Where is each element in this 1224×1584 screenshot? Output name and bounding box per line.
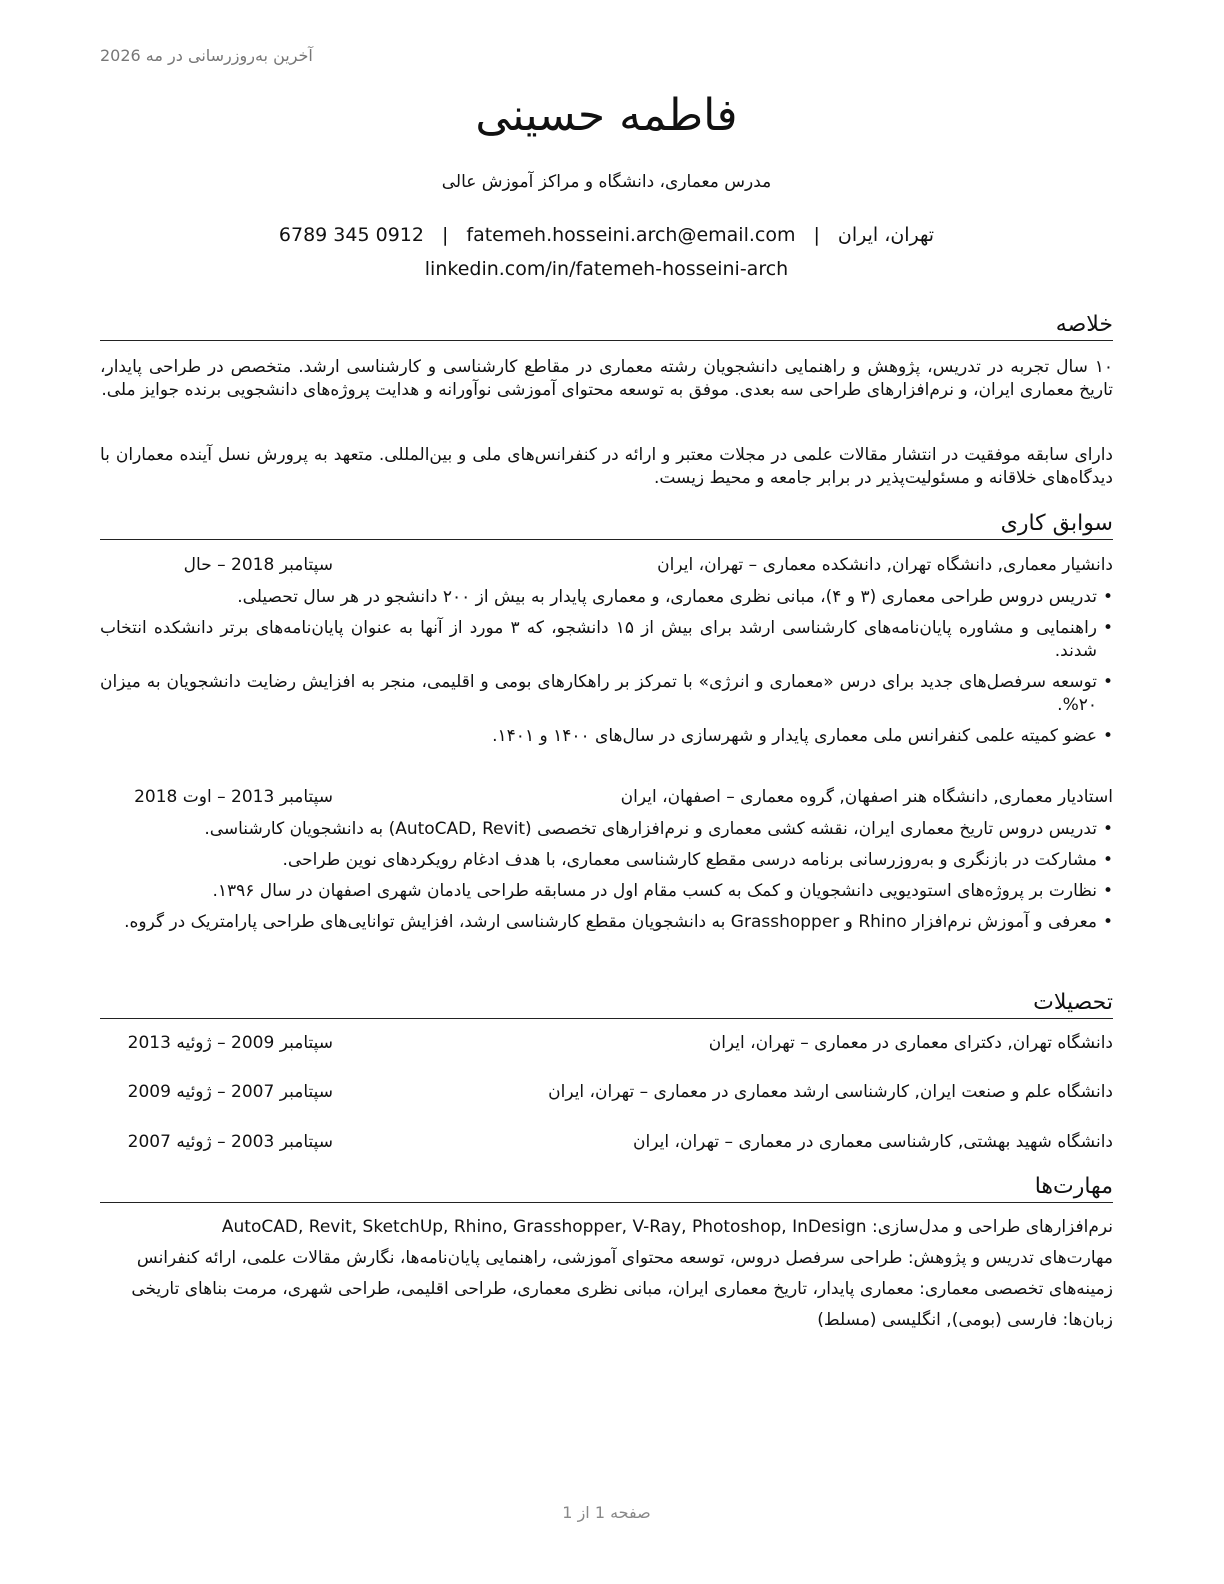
bullet-item: • نظارت بر پروژه‌های استودیویی دانشجویان و کمک به کسب مقام اول در مسابقه طراحی یادمان شهری اصفهان در سال ۱۳۹۶.: [100, 880, 1113, 903]
skill-label: مهارت‌های تدریس و پژوهش:: [907, 1248, 1113, 1268]
section-title-education: تحصیلات: [100, 990, 1113, 1019]
education-dates: سپتامبر 2007 – ژوئیه 2009: [127, 1082, 333, 1102]
education-row: [100, 1132, 1113, 1158]
skill-line: [100, 1309, 1113, 1332]
job-dates: سپتامبر 2013 – اوت 2018: [134, 787, 333, 807]
person-name: فاطمه حسینی: [475, 90, 738, 141]
contact-line: [100, 224, 1113, 246]
location: تهران، ایران: [837, 224, 935, 246]
job-dates: سپتامبر 2018 – حال: [183, 555, 333, 575]
resume-page: [100, 0, 1113, 1584]
skill-line: [100, 1278, 1113, 1301]
linkedin-link[interactable]: linkedin.com/in/fatemeh-hosseini-arch: [424, 258, 789, 280]
job-subtitle: مدرس معماری، دانشگاه و مراکز آموزش عالی: [441, 172, 772, 192]
education-title: دانشگاه تهران, دکترای معماری در معماری – تهران، ایران: [708, 1033, 1113, 1053]
bullet-item: • تدریس دروس طراحی معماری (۳ و ۴)، مبانی نظری معماری، و معماری پایدار به بیش از ۲۰۰ دانشجو در هر سال تحصیلی.: [100, 586, 1113, 609]
education-title: دانشگاه شهید بهشتی, کارشناسی معماری در معماری – تهران، ایران: [633, 1132, 1113, 1152]
job-header: [100, 555, 1113, 579]
bullet-item: • تدریس دروس تاریخ معماری ایران، نقشه کشی معماری و نرم‌افزارهای تخصصی (AutoCAD, Revit) به دانشجویان کارشناسی.: [100, 818, 1113, 841]
education-dates: سپتامبر 2009 – ژوئیه 2013: [127, 1033, 333, 1053]
separator: |: [441, 224, 449, 246]
bullet-item: • توسعه سرفصل‌های جدید برای درس «معماری و انرژی» با تمرکز بر راهکارهای بومی و اقلیمی، منجر به افزایش رضایت دانشجویان به میزان ۲۰%.: [100, 671, 1113, 717]
bullet-item: • عضو کمیته علمی کنفرانس ملی معماری پایدار و شهرسازی در سال‌های ۱۴۰۰ و ۱۴۰۱.: [100, 725, 1113, 748]
summary-paragraph: دارای سابقه موفقیت در انتشار مقالات علمی در مجلات معتبر و ارائه در کنفرانس‌های ملی و بین‌المللی. متعهد به پرورش نسل آینده معماران با دیدگاه‌های خلاقانه و مسئولیت‌پذیر در برابر جامعه و محیط زیست.: [100, 445, 1113, 488]
last-updated: آخرین به‌روزرسانی در مه 2026: [100, 46, 313, 65]
job-title: استادیار معماری, دانشگاه هنر اصفهان, گروه معماری – اصفهان، ایران: [620, 787, 1113, 807]
skill-value: معماری پایدار، تاریخ معماری ایران، مبانی نظری معماری، طراحی اقلیمی، طراحی شهری، مرمت بناهای تاریخی: [131, 1279, 914, 1299]
skill-value: فارسی (بومی), انگلیسی (مسلط): [817, 1310, 1058, 1330]
bullet-item: • معرفی و آموزش نرم‌افزار Rhino و Grasshopper به دانشجویان مقطع کارشناسی ارشد، افزایش توانایی‌های طراحی پارامتریک در گروه.: [100, 911, 1113, 934]
section-title-experience: سوابق کاری: [100, 511, 1113, 540]
education-title: دانشگاه علم و صنعت ایران, کارشناسی ارشد معماری در معماری – تهران، ایران: [548, 1082, 1113, 1102]
skill-line: [100, 1247, 1113, 1270]
skill-value: طراحی سرفصل دروس، توسعه محتوای آموزشی، راهنمایی پایان‌نامه‌ها، نگارش مقالات علمی، ارائه کنفرانس: [136, 1248, 903, 1268]
page-number: صفحه 1 از 1: [562, 1503, 651, 1522]
bullet-item: • مشارکت در بازنگری و به‌روزرسانی برنامه درسی مقطع کارشناسی معماری، با هدف ادغام رویکردهای نوین طراحی.: [100, 849, 1113, 872]
phone-number: 0912 345 6789: [278, 224, 424, 246]
separator: |: [813, 224, 820, 246]
email-link[interactable]: fatemeh.hosseini.arch@email.com: [466, 224, 796, 246]
job-bullets: [100, 586, 1113, 756]
skills-list: [100, 1216, 1113, 1340]
bullet-item: • راهنمایی و مشاوره پایان‌نامه‌های کارشناسی ارشد برای بیش از ۱۵ دانشجو، که ۳ مورد از آنها به عنوان پایان‌نامه‌های برتر دانشکده انتخاب شدند.: [100, 617, 1113, 663]
job-title: دانشیار معماری, دانشگاه تهران, دانشکده معماری – تهران، ایران: [657, 555, 1113, 575]
skill-label: نرم‌افزارهای طراحی و مدل‌سازی:: [871, 1217, 1113, 1237]
skill-label: زبان‌ها:: [1062, 1310, 1113, 1330]
skill-line: [100, 1216, 1113, 1239]
job-header: [100, 787, 1113, 811]
education-row: [100, 1082, 1113, 1108]
education-row: [100, 1033, 1113, 1059]
job-bullets: [100, 818, 1113, 942]
section-title-skills: مهارت‌ها: [100, 1174, 1113, 1203]
skill-value: AutoCAD, Revit, SketchUp, Rhino, Grasshopper, V-Ray, Photoshop, InDesign: [221, 1217, 867, 1237]
education-dates: سپتامبر 2003 – ژوئیه 2007: [127, 1132, 333, 1152]
summary-paragraph: ۱۰ سال تجربه در تدریس، پژوهش و راهنمایی دانشجویان رشته معماری در مقاطع کارشناسی و کارشناسی ارشد. متخصص در طراحی پایدار، تاریخ معماری ایران، و نرم‌افزارهای طراحی سه بعدی. موفق به توسعه محتوای آموزشی نوآورانه و هدایت پروژه‌های دانشجویی برنده جوایز ملی.: [100, 357, 1113, 400]
section-title-summary: خلاصه: [100, 312, 1113, 341]
skill-label: زمینه‌های تخصصی معماری:: [919, 1279, 1113, 1299]
